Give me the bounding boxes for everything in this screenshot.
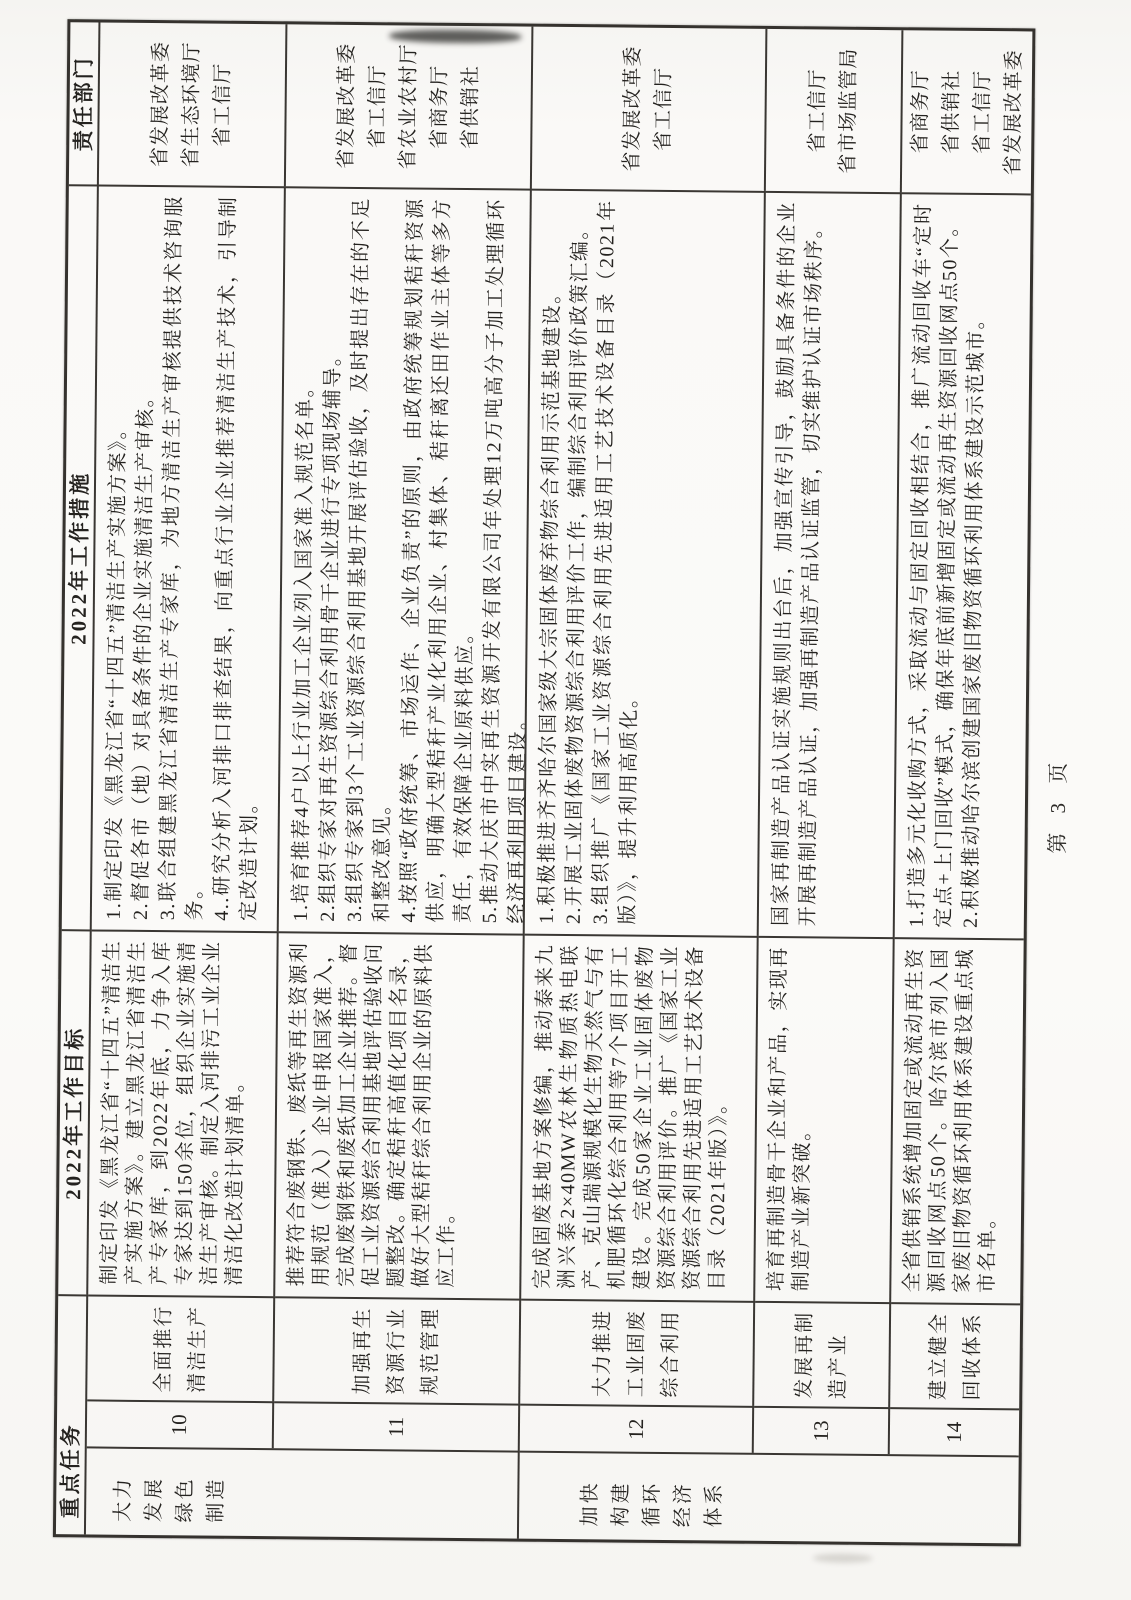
task-name-text: 全面推行清洁生产	[151, 1304, 209, 1394]
measure-item: 2.开展工业固体废物资源综合利用评价工作，编制综合利用评价政策汇编。	[562, 218, 592, 925]
row-number: 13	[754, 1406, 890, 1454]
row-number: 12	[520, 1404, 754, 1453]
measure-item: 1.打造多元化收购方式，采取流动与固定回收相结合，推广流动回收车“定时定点+上门回收”模式，确保年底前新增固定或流动再生资源回收网点50个。	[905, 202, 962, 928]
measures-cell	[279, 186, 532, 933]
goal-cell: 推荐符合废钢铁、废纸等再生资源利用规范（准入）企业申报国家准入，完成废钢铁和废纸加工企业推荐。督促工业资源综合利用基地评估验收问题整改。确定秸秆高值化项目名录，做好大型秸秆综合利用企业的原料供应工作。	[275, 931, 524, 1298]
task-name	[520, 1299, 755, 1406]
department-list	[331, 43, 487, 170]
header-2022-measures: 2022年工作措施	[62, 184, 99, 929]
department: 省农业农村厅	[396, 43, 420, 170]
task-name-text: 发展再制造产业	[793, 1310, 850, 1400]
measure-item: 2.组织专家对再生资源综合利用骨干企业进行专项现场辅导。	[316, 344, 345, 922]
department-list	[802, 47, 865, 174]
departments-cell	[286, 24, 534, 188]
header-key-tasks: 重点任务	[56, 1294, 88, 1534]
measures-cell	[759, 191, 902, 937]
department-list	[617, 45, 680, 172]
goal-cell: 完成固废基地方案修编，推动泰来九洲兴泰2×40MW农林生物质热电联产、克山瑞源规模化生物天然气与有机肥循环化综合利用等7个项目开工建设。完成50家企业工业固体废物资源综合利用评价。推广《国家工业资源综合利用先进适用工艺技术设备目录（2021年版）》。	[521, 934, 758, 1301]
measure-item: 3.组织专家到3个工业资源综合利用基地开展评估验收，及时提出存在的不足和整改意见。	[343, 196, 395, 923]
measure-item: 3.联合组建黑龙江省清洁生产专家库，为地方清洁生产审核提供技术咨询服务。	[156, 195, 207, 921]
department: 省工信厅	[365, 64, 389, 149]
goal-cell: 制定印发《黑龙江省“十四五”清洁生产实施方案》。建立黑龙江省清洁生产专家库，到2022年底，力争入库专家达到150余位，组织企业实施清洁生产审核。制定入河排污工业企业清洁化改造计划清单。	[88, 929, 278, 1296]
row-number: 11	[274, 1401, 520, 1450]
departments-cell	[902, 30, 1033, 193]
department: 省供销社	[458, 64, 482, 150]
task-name	[754, 1301, 891, 1407]
task-name	[890, 1302, 1020, 1408]
task-name	[87, 1294, 275, 1401]
category-circular-economy: 加快构建循环经济体系	[519, 1451, 1019, 1544]
departments-cell	[766, 29, 904, 192]
department: 省发展改革委	[621, 45, 645, 172]
measure-item: 4.按照“政府统筹、市场运作、企业负责”的原则，由政府统筹规划秸秆资源供应，明确大型秸秆产业化利用企业、村集体、秸秆离还田作业主体等多方责任，有效保障企业原料供应。	[397, 197, 477, 924]
measures-cell	[525, 189, 766, 936]
department: 省工信厅	[211, 62, 235, 147]
department: 省供销社	[939, 69, 963, 154]
department: 省工信厅	[970, 69, 994, 155]
measure-item: 1.培育推荐4户以上行业加工企业列入国家准入规范名单。	[289, 375, 318, 922]
department: 省生态环境厅	[180, 41, 204, 168]
departments-cell	[532, 27, 768, 191]
scan-smudge	[813, 1553, 873, 1563]
department: 省发展改革委	[149, 40, 173, 168]
task-name-text: 大力推进工业固废综合利用	[591, 1308, 683, 1398]
department: 省商务厅	[908, 69, 932, 154]
goal-cell: 全省供销系统增加固定或流动再生资源回收网点50个。哈尔滨市列入国家废旧物资循环利用体系建设重点城市名单。	[891, 937, 1023, 1303]
task-name-text: 加强再生资源行业规范管理	[351, 1306, 443, 1396]
header-2022-goals: 2022年工作目标	[58, 929, 92, 1294]
work-plan-table	[53, 19, 1036, 1546]
goal-cell: 培育再制造骨干企业和产品，实现再制造产业新突破。	[755, 936, 894, 1302]
header-responsible-departments: 责任部门	[69, 22, 101, 184]
task-name-text: 建立健全回收体系	[926, 1311, 984, 1401]
department-list	[145, 41, 239, 168]
page-number: 第 3 页	[1045, 755, 1071, 854]
measure-item: 2.积极推动哈尔滨创建国家废旧物资循环利用体系建设示范城市。	[959, 307, 988, 929]
department: 省商务厅	[427, 64, 451, 149]
department: 省发展改革委	[334, 42, 358, 169]
row-number: 10	[87, 1399, 274, 1448]
measures-cell	[895, 192, 1031, 938]
measure-item: 5.推动大庆市中实再生资源开发有限公司年处理12万吨高分子加工处理循环经济再利用项目建设。	[478, 198, 530, 924]
measure-item: 4..研究分析入河排口排查结果，向重点行业企业推荐清洁生产技术，引导制定改造计划。	[210, 195, 262, 922]
department: 省市场监管局	[837, 47, 861, 174]
measure-item: 3.组织推广《国家工业资源综合利用先进适用工艺技术设备目录（2021年版）》，提升利用高质化。	[589, 199, 642, 925]
measure-item: 2.督促各市（地）对具备条件的企业实施清洁生产审核。	[129, 385, 157, 921]
measure-item: 国家再制造产品认证实施规则出台后，加强宣传引导，鼓励具备条件的企业开展再制造产品认证，加强再制造产品认证监管，切实维护认证市场秩序。	[769, 201, 826, 927]
category-green-manufacturing: 大力发展绿色制造	[86, 1446, 520, 1538]
measure-item: 1.积极推进齐齐哈尔国家级大宗固体废弃物综合利用示范基地建设。	[535, 282, 564, 924]
task-name	[274, 1296, 521, 1403]
measure-item: 1.制定印发《黑龙江省“十四五”清洁生产实施方案》。	[102, 417, 130, 920]
department: 省工信厅	[806, 68, 830, 153]
department-list	[905, 48, 1030, 175]
row-number: 14	[890, 1407, 1019, 1455]
department: 省发展改革委	[1001, 49, 1025, 176]
measures-cell	[92, 184, 286, 931]
department: 省工信厅	[652, 66, 676, 152]
departments-cell	[99, 23, 288, 187]
